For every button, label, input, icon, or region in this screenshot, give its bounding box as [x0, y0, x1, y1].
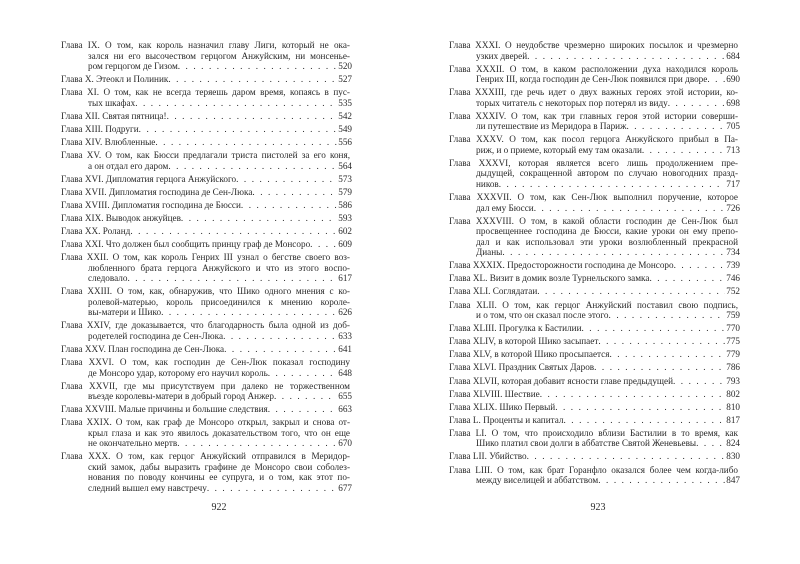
toc-entry-line [449, 273, 740, 284]
toc-entry [449, 111, 740, 132]
toc-entry-line [88, 472, 352, 483]
dot-leader [127, 273, 352, 283]
toc-entry-line [61, 344, 352, 355]
toc-entry-line [449, 323, 740, 334]
toc-entry-text: между виселицей и аббатством [476, 475, 599, 486]
toc-entry-text: Глава XXXVIII. О том, в какой области господин де Сен-Люк был [449, 215, 738, 226]
toc-page-number: 556 [338, 136, 352, 147]
toc-page-number: 830 [726, 451, 740, 462]
dot-leader [207, 483, 352, 493]
dot-leader [155, 137, 352, 147]
toc-page-number: 824 [726, 438, 740, 449]
toc-entry-line [449, 362, 740, 373]
toc-entry [449, 362, 740, 373]
toc-page-number: 713 [726, 144, 740, 155]
toc-entry [61, 74, 352, 85]
dot-leader [168, 74, 352, 84]
toc-entry-text: Глава XXXV. О том, как посол герцога Анжуйского прибыл в Па- [449, 134, 738, 145]
toc-entry [61, 174, 352, 185]
toc-entry [61, 404, 352, 415]
toc-page-number: 717 [726, 178, 740, 189]
toc-entry-text: зался ни его высочеством герцогом Анжуйским, ни монсенье- [88, 50, 350, 61]
dot-leader [540, 389, 740, 399]
toc-entry-line [449, 336, 740, 347]
toc-page-number: 535 [338, 97, 352, 108]
toc-entry-line [61, 40, 352, 51]
dot-leader [168, 161, 352, 171]
toc-entry-line [449, 286, 740, 297]
toc-entry-text: Генрих III, когда господин де Сен-Люк появился при дворе [476, 74, 708, 85]
toc-page-number: 759 [726, 310, 740, 321]
dot-leader [582, 323, 741, 333]
toc-entry-text: Глава XIX. Выводок анжуйцев [61, 212, 181, 223]
toc-page-number: 786 [726, 362, 740, 373]
toc-page-number: 817 [726, 414, 740, 425]
toc-entry-text: въезде королевы-матери в добрый город Анжер [88, 391, 274, 402]
dot-leader [236, 174, 352, 184]
toc-page-number: 726 [726, 202, 740, 213]
toc-page-number: 564 [338, 160, 352, 171]
dot-leader [527, 451, 740, 461]
toc-entry-text: Глава LIII. О том, как брат Горанфло оказался более чем когда-либо [449, 464, 738, 475]
toc-page-number: 520 [338, 61, 352, 71]
toc-page-number: 690 [726, 74, 740, 85]
dot-leader [564, 415, 741, 425]
toc-entry-text: Глава XVI. Дипломатия герцога Анжуйского [61, 173, 237, 184]
toc-entry-line [476, 179, 740, 190]
toc-page-number: 746 [726, 273, 740, 284]
toc-entry-line [88, 307, 352, 318]
toc-entry-line [449, 300, 740, 311]
toc-entry-text: Глава XXV. План господина де Сен-Люка [61, 344, 225, 354]
toc-entry-line [449, 64, 740, 75]
toc-entry-line [476, 310, 740, 321]
toc-page-number: 527 [338, 74, 352, 85]
toc-entry [449, 64, 740, 85]
toc-entry-text: Глава XXII. О том, как король Генрих III узнал о бегстве своего воз- [61, 252, 350, 263]
dot-leader [537, 286, 740, 296]
toc-entry-line [61, 87, 352, 98]
dot-leader [241, 200, 352, 210]
toc-page-number: 586 [338, 199, 352, 210]
toc-entry-text: ролевой-матерью, король присоединился к мнению короле- [88, 296, 350, 307]
toc-entry-text: Шико платил свои долги в аббатстве Святой Женевьевы [476, 438, 697, 449]
toc-entry-text: Глава LII. Убийство [449, 451, 527, 462]
toc-page-number: 705 [726, 121, 740, 132]
toc-entry-text: Дианы [476, 247, 503, 258]
toc-entry-text: Глава XLII. О том, как герцог Анжуйский поставил свою подпись, [449, 299, 738, 310]
left-page-toc [61, 40, 352, 496]
toc-entry-text: любленного брата герцога Анжуйского и что из этого воспо- [88, 262, 350, 273]
toc-entry-line [61, 357, 352, 368]
toc-page-number: 810 [726, 401, 740, 412]
toc-entry [449, 323, 740, 334]
toc-entry [61, 150, 352, 171]
toc-entry-line [61, 200, 352, 211]
dot-leader [178, 61, 352, 71]
toc-entry-text: Глава XLVI. Праздник Святых Даров [449, 362, 595, 373]
toc-page-number: 677 [338, 482, 352, 493]
toc-entry [61, 111, 352, 122]
toc-page-number: 641 [338, 344, 352, 354]
toc-entry [61, 320, 352, 341]
toc-page-number: 648 [338, 367, 352, 378]
toc-page-number: 793 [726, 375, 740, 386]
toc-entry [449, 349, 740, 360]
toc-entry [449, 336, 740, 347]
toc-entry-text: де Монсоро удар, которому его научил король [88, 367, 268, 378]
toc-entry-text: Глава XXXII. О том, в каком расположении духа находился король [449, 63, 738, 74]
toc-entry-text: Глава XXVIII. Малые причины и большие следствия [61, 404, 268, 415]
toc-entry [449, 465, 740, 486]
right-page-toc [449, 40, 740, 488]
toc-entry-line [88, 61, 352, 72]
toc-entry-text: следний вышел ему навстречу [88, 482, 207, 493]
toc-entry-line [476, 98, 740, 109]
toc-entry-text: Глава XXXIII, где речь идет о двух важных героях этой истории, ко- [449, 87, 738, 98]
dot-leader [499, 179, 740, 189]
toc-page-number: 698 [726, 97, 740, 108]
toc-entry [61, 451, 352, 493]
toc-entry-line [476, 475, 740, 486]
toc-entry-line [61, 417, 352, 428]
toc-entry-text: Глава XIII. Подруги [61, 123, 139, 134]
toc-entry-line [449, 260, 740, 271]
toc-entry [61, 124, 352, 135]
toc-entry-line [61, 451, 352, 462]
toc-entry-text: Глава XXVI. О том, как господин де Сен-Люк показал господину [61, 357, 350, 368]
toc-entry [449, 376, 740, 387]
toc-entry [449, 402, 740, 413]
dot-leader [598, 336, 740, 346]
toc-entry [449, 415, 740, 426]
dot-leader [534, 203, 740, 213]
toc-entry [61, 417, 352, 449]
toc-page-number: 626 [338, 307, 352, 318]
toc-entry-text: Глава X. Этеокл и Полиник [61, 74, 169, 85]
dot-leader [181, 213, 352, 223]
dot-leader [161, 307, 352, 317]
toc-entry-line [449, 389, 740, 400]
toc-entry-line [449, 192, 740, 203]
toc-page-number: 775 [726, 336, 740, 347]
toc-page-number: 847 [726, 475, 740, 486]
toc-page-number: 802 [726, 388, 740, 399]
toc-entry-text: ников [476, 178, 499, 189]
toc-entry-line [476, 121, 740, 132]
toc-page-number: 770 [726, 323, 740, 334]
toc-entry-text: Глава XXIII. О том, как, обнаружив, что Шико одного мнения с ко- [61, 286, 350, 297]
dot-leader [130, 226, 352, 236]
toc-entry-text: вы-матери и Шико [88, 307, 162, 318]
toc-entry [61, 87, 352, 108]
dot-leader [224, 344, 352, 354]
toc-page-number: 684 [726, 50, 740, 61]
toc-entry [449, 158, 740, 190]
toc-entry-text: а он отдал его даром [88, 160, 169, 171]
page-number-right: 923 [590, 502, 606, 513]
dot-leader [167, 111, 352, 121]
toc-entry-line [61, 239, 352, 250]
toc-entry-text: дал и как использовал эти уроки возлюбленный прекрасной [476, 236, 738, 247]
toc-entry-line [88, 263, 352, 274]
toc-entry [61, 357, 352, 378]
toc-entry-line [61, 137, 352, 148]
toc-entry-line [449, 111, 740, 122]
toc-entry-line [449, 428, 740, 439]
toc-entry-text: следовало [88, 273, 128, 284]
dot-leader [594, 362, 740, 372]
dot-leader [609, 310, 740, 320]
toc-entry [449, 40, 740, 61]
toc-entry-line [88, 428, 352, 439]
toc-entry [449, 286, 740, 297]
dot-leader [177, 438, 352, 448]
toc-entry [449, 216, 740, 258]
toc-entry-line [449, 87, 740, 98]
toc-entry-line [476, 247, 740, 258]
toc-page-number: 617 [338, 273, 352, 284]
toc-page-number: 655 [338, 391, 352, 402]
toc-entry-line [88, 368, 352, 379]
toc-entry-line [476, 226, 740, 237]
toc-entry-text: не окончательно мертв [88, 438, 178, 449]
toc-entry-text: Глава XXXIV. О том, как три главных героя этой истории соверши- [449, 110, 738, 121]
toc-page-number: 549 [338, 123, 352, 134]
toc-entry-line [476, 145, 740, 156]
toc-entry-line [61, 213, 352, 224]
toc-entry-text: Глава XX. Роланд [61, 226, 131, 237]
dot-leader [502, 247, 740, 257]
toc-entry [449, 428, 740, 449]
toc-entry-line [88, 98, 352, 109]
dot-leader [223, 331, 352, 341]
toc-entry-text: Глава XXIX. О том, как граф де Монсоро открыл, закрыл и снова от- [61, 417, 350, 428]
toc-entry-line [449, 40, 740, 51]
toc-page-number: 593 [338, 212, 352, 223]
toc-page-number: 752 [726, 286, 740, 297]
toc-entry-text: Глава XVII. Дипломатия господина де Сен-Люка [61, 186, 253, 197]
toc-entry [61, 344, 352, 355]
toc-entry-text: тых шкафах [88, 97, 136, 108]
toc-entry [61, 226, 352, 237]
toc-entry-line [61, 404, 352, 415]
toc-entry-text: нования по поводу кончины ее супруга, и о том, как этот по- [88, 472, 350, 483]
toc-entry-text: ский замок, дабы выразить графине де Монсоро свои соболез- [88, 461, 350, 472]
dot-leader [139, 124, 352, 134]
toc-entry-line [88, 331, 352, 342]
toc-entry-line [61, 111, 352, 122]
toc-entry-line [61, 187, 352, 198]
toc-entry-line [88, 462, 352, 473]
toc-entry-text: Глава XXXVI, которая является всего лишь продолжением пре- [449, 157, 738, 168]
toc-entry-text: Глава LI. О том, что происходило вблизи Бастилии в то время, как [449, 427, 738, 438]
toc-entry-line [449, 465, 740, 476]
toc-entry-line [88, 51, 352, 62]
toc-entry-line [88, 438, 352, 449]
toc-entry-text: и о том, что он сказал после этого [476, 310, 609, 321]
toc-page-number: 542 [338, 110, 352, 121]
dot-leader [626, 121, 740, 131]
toc-entry-line [449, 134, 740, 145]
toc-entry [449, 87, 740, 108]
toc-entry-text: Глава XI. О том, как не всегда теряешь даром время, копаясь в пус- [61, 87, 350, 98]
toc-entry [61, 187, 352, 198]
toc-entry-line [88, 273, 352, 284]
toc-entry-line [476, 74, 740, 85]
toc-entry-text: Глава XII. Святая пятница! [61, 110, 167, 121]
toc-entry-text: просвещеннее господина де Бюсси, какие уроки он ему препо- [476, 226, 738, 237]
toc-entry-line [449, 349, 740, 360]
toc-entry-text: Глава XXIV, где доказывается, что благодарность была одной из доб- [61, 320, 350, 331]
toc-entry [449, 300, 740, 321]
toc-entry-text: Глава XL. Визит в домик возле Турнельского замка [449, 273, 650, 284]
toc-page-number: 609 [338, 239, 352, 250]
toc-entry-text: ли путешествие из Меридора в Париж [476, 121, 627, 132]
toc-entry-text: Глава XVIII. Дипломатия господина де Бюсси [61, 199, 241, 210]
toc-entry-text: Глава XLVII, которая добавит ясности главе предыдущей [449, 375, 673, 386]
toc-entry [449, 192, 740, 213]
toc-entry-line [476, 51, 740, 62]
toc-entry-text: Глава XLIII. Прогулка к Бастилии [449, 323, 582, 334]
toc-entry-line [61, 74, 352, 85]
toc-entry-text: дыдущей, сокращенной автором по случаю новогодних празд- [476, 168, 738, 179]
toc-page-number: 602 [338, 226, 352, 237]
toc-entry-line [61, 174, 352, 185]
dot-leader [527, 51, 740, 61]
toc-entry-line [88, 161, 352, 172]
toc-entry-text: Глава XLIX. Шико Первый [449, 401, 556, 412]
toc-entry-text: Глава XXX. О том, как герцог Анжуйский отправился в Меридор- [61, 451, 350, 462]
toc-entry-text: Глава XXXI. О неудобстве чрезмерно широких посылок и чрезмерно [449, 40, 738, 50]
toc-entry [61, 137, 352, 148]
toc-entry-line [61, 150, 352, 161]
toc-entry-text: риж, и о приеме, который ему там оказали [476, 144, 642, 155]
dot-leader [135, 98, 352, 108]
toc-entry [449, 451, 740, 462]
toc-entry-line [88, 391, 352, 402]
toc-page-number: 779 [726, 349, 740, 360]
toc-entry-text: Глава XV. О том, как Бюсси предлагали триста пистолей за его коня, [61, 150, 350, 161]
toc-entry-line [476, 168, 740, 179]
toc-entry-text: Глава XLI. Соглядатаи [449, 286, 538, 297]
toc-page-number: 670 [338, 438, 352, 449]
toc-page-number: 579 [338, 186, 352, 197]
toc-entry-line [449, 415, 740, 426]
toc-entry-line [476, 203, 740, 214]
toc-entry-line [449, 216, 740, 227]
toc-entry-text: Глава XIV. Влюбленные [61, 136, 156, 147]
toc-entry-text: крыл глаза и как это явилось доказательством того, что он еще [88, 427, 350, 438]
toc-entry-line [61, 252, 352, 263]
toc-entry [449, 389, 740, 400]
toc-page-number: 573 [338, 173, 352, 184]
toc-page-number: 663 [338, 404, 352, 415]
toc-entry-text: Глава XXXVII. О том, как Сен-Люк выполнил поручение, которое [449, 192, 738, 203]
toc-entry [449, 260, 740, 271]
toc-entry-text: Глава XXVII, где мы присутствуем при далеко не торжественном [61, 380, 350, 391]
toc-entry [61, 213, 352, 224]
toc-entry-text: дал ему Бюсси [476, 202, 534, 213]
toc-entry-line [449, 376, 740, 387]
toc-entry-line [61, 381, 352, 392]
toc-entry-line [88, 297, 352, 308]
toc-entry-line [476, 237, 740, 248]
toc-entry-text: Глава L. Проценты и капитал [449, 414, 564, 425]
toc-entry-text: Глава IX. О том, как король назначил главу Лиги, который не ока- [61, 40, 350, 50]
toc-entry [61, 200, 352, 211]
page-number-left: 922 [211, 502, 227, 513]
toc-entry [61, 381, 352, 402]
toc-entry-text: ром герцогом де Гизом [88, 61, 178, 71]
toc-entry-line [61, 226, 352, 237]
dot-leader [609, 349, 740, 359]
toc-entry-line [449, 158, 740, 169]
toc-entry-line [61, 124, 352, 135]
toc-entry [61, 252, 352, 284]
toc-entry-text: Глава XXI. Что должен был сообщить принцу граф де Монсоро [61, 239, 311, 250]
toc-entry-text: родетелей господина де Сен-Люка [88, 330, 224, 341]
toc-entry-text: Глава XXXIX. Предосторожности господина де Монсоро [449, 260, 674, 271]
toc-entry [449, 273, 740, 284]
toc-entry-line [61, 320, 352, 331]
dot-leader [555, 402, 740, 412]
toc-entry [61, 286, 352, 318]
toc-entry-line [476, 438, 740, 449]
toc-entry [61, 239, 352, 250]
toc-entry-text: узких дверей [476, 50, 528, 61]
toc-entry-line [61, 286, 352, 297]
toc-entry-text: Глава XLV, в которой Шико просыпается [449, 349, 610, 360]
toc-entry-line [88, 483, 352, 494]
toc-entry-text: Глава XLVIII. Шествие [449, 388, 540, 399]
toc-entry-text: Глава XLIV, в которой Шико засыпает [449, 336, 599, 347]
toc-page-number: 734 [726, 247, 740, 258]
toc-entry-line [449, 451, 740, 462]
toc-entry-text: торых читатель с некоторых пор потерял из виду [476, 97, 668, 108]
toc-entry [449, 134, 740, 155]
toc-page-number: 633 [338, 330, 352, 341]
dot-leader [598, 475, 740, 485]
toc-entry [61, 40, 352, 72]
toc-page-number: 739 [726, 260, 740, 271]
toc-entry-line [449, 402, 740, 413]
